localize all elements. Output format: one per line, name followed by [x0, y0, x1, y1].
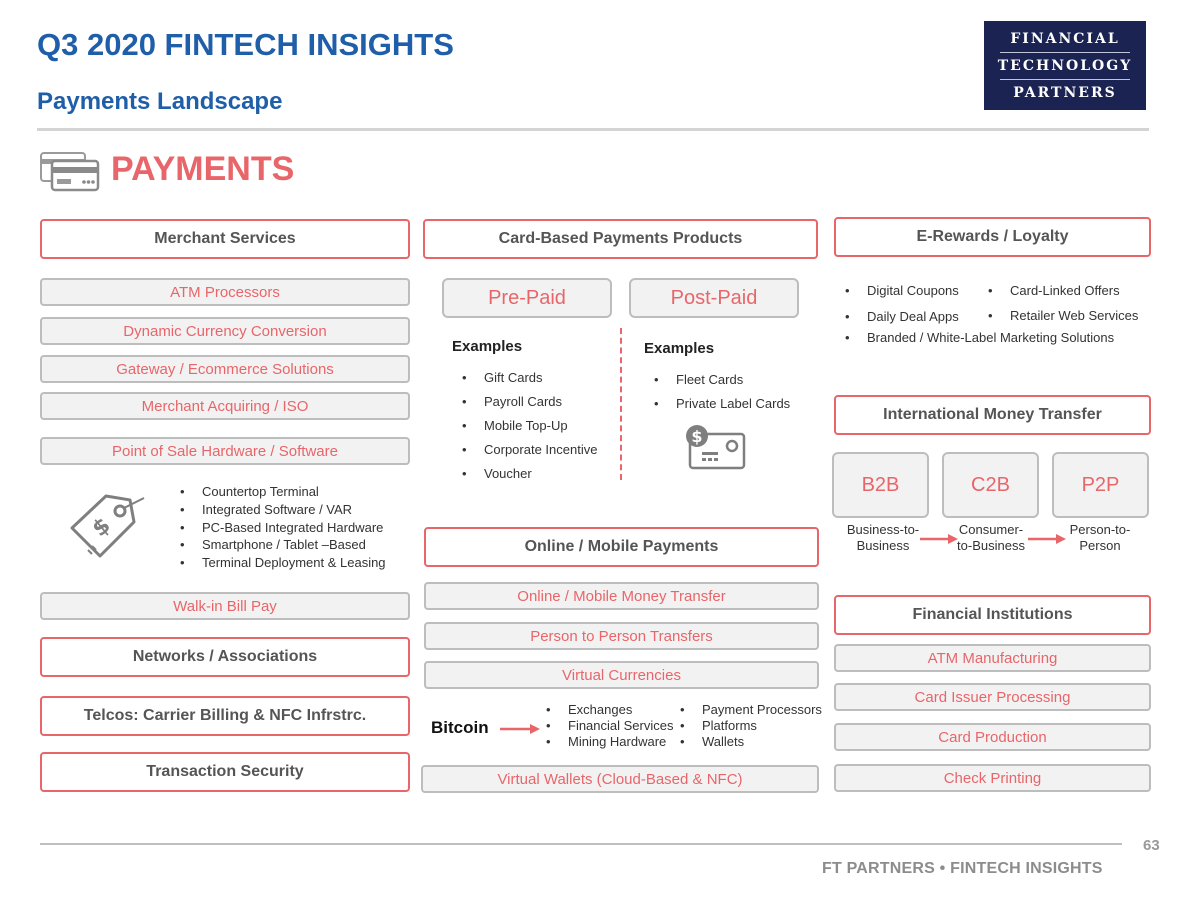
list-item: • Branded / White-Label Marketing Solutions [845, 330, 1114, 345]
list-item: • Voucher [462, 462, 597, 486]
erewards-header: E-Rewards / Loyalty [834, 217, 1151, 257]
prepaid-examples-list [462, 366, 597, 486]
gateway-ecommerce-box: Gateway / Ecommerce Solutions [40, 355, 410, 383]
bitcoin-arrow-icon [500, 724, 540, 734]
networks-associations-header: Networks / Associations [40, 637, 410, 677]
svg-text:$: $ [87, 513, 116, 543]
postpaid-examples-list [654, 368, 790, 416]
list-item: • Payment Processors [680, 702, 822, 718]
page-title: Q3 2020 FINTECH INSIGHTS [37, 27, 454, 62]
bitcoin-list-2 [680, 702, 822, 750]
list-item: • Mobile Top-Up [462, 414, 597, 438]
merchant-services-header: Merchant Services [40, 219, 410, 259]
prepaid-box: Pre-Paid [442, 278, 612, 318]
pos-hardware-software-box: Point of Sale Hardware / Software [40, 437, 410, 465]
b2b-box: B2B [832, 452, 929, 518]
online-mobile-header: Online / Mobile Payments [424, 527, 819, 567]
p2p-label: Person-to-Person [1069, 522, 1131, 553]
online-money-transfer-box: Online / Mobile Money Transfer [424, 582, 819, 610]
list-item: • Countertop Terminal [180, 483, 386, 501]
list-item: • Corporate Incentive [462, 438, 597, 462]
list-item: • Platforms [680, 718, 822, 734]
header-divider [37, 128, 1149, 131]
list-item: • Terminal Deployment & Leasing [180, 554, 386, 572]
erewards-list-3 [845, 330, 1114, 345]
erewards-list-2 [988, 278, 1138, 328]
dynamic-currency-conversion-box: Dynamic Currency Conversion [40, 317, 410, 345]
list-item: • PC-Based Integrated Hardware [180, 519, 386, 537]
walk-in-bill-pay-box: Walk-in Bill Pay [40, 592, 410, 620]
check-printing-box: Check Printing [834, 764, 1151, 792]
card-production-box: Card Production [834, 723, 1151, 751]
imt-arrow-icon-1 [920, 534, 958, 544]
financial-institutions-header: Financial Institutions [834, 595, 1151, 635]
postpaid-examples-label: Examples [644, 340, 715, 357]
p2p-transfers-box: Person to Person Transfers [424, 622, 819, 650]
list-item: • Daily Deal Apps [845, 304, 959, 330]
svg-text:$: $ [691, 427, 703, 446]
ft-partners-logo [984, 21, 1146, 110]
atm-processors-box: ATM Processors [40, 278, 410, 306]
list-item: • Financial Services [546, 718, 674, 734]
list-item: • Digital Coupons [845, 278, 959, 304]
list-item: • Fleet Cards [654, 368, 790, 392]
logo-line-2: TECHNOLOGY [997, 57, 1133, 74]
examples-divider [620, 328, 622, 480]
logo-line-1: FINANCIAL [1010, 30, 1120, 47]
card-based-header: Card-Based Payments Products [423, 219, 818, 259]
list-item: • Payroll Cards [462, 390, 597, 414]
list-item: • Gift Cards [462, 366, 597, 390]
page-subtitle: Payments Landscape [37, 88, 283, 115]
transaction-security-header: Transaction Security [40, 752, 410, 792]
p2p-box: P2P [1052, 452, 1149, 518]
list-item: • Retailer Web Services [988, 303, 1138, 328]
virtual-currencies-box: Virtual Currencies [424, 661, 819, 689]
credit-cards-icon [40, 152, 100, 192]
list-item: • Private Label Cards [654, 392, 790, 416]
postpaid-box: Post-Paid [629, 278, 799, 318]
section-title: PAYMENTS [111, 150, 295, 188]
c2b-label: Consumer-to-Business [957, 522, 1025, 553]
price-tag-icon [62, 488, 152, 566]
atm-manufacturing-box: ATM Manufacturing [834, 644, 1151, 672]
footer-divider [40, 843, 1122, 845]
virtual-wallets-box: Virtual Wallets (Cloud-Based & NFC) [421, 765, 819, 793]
list-item: • Integrated Software / VAR [180, 501, 386, 519]
logo-line-3: PARTNERS [1013, 84, 1117, 101]
page-number: 63 [1143, 837, 1160, 854]
imt-header: International Money Transfer [834, 395, 1151, 435]
c2b-box: C2B [942, 452, 1039, 518]
prepaid-examples-label: Examples [452, 338, 523, 355]
imt-arrow-icon-2 [1028, 534, 1066, 544]
card-issuer-processing-box: Card Issuer Processing [834, 683, 1151, 711]
list-item: • Wallets [680, 734, 822, 750]
list-item: • Mining Hardware [546, 734, 674, 750]
list-item: • Exchanges [546, 702, 674, 718]
b2b-label: Business-to-Business [846, 522, 920, 553]
erewards-list-1 [845, 278, 959, 330]
bitcoin-list-1 [546, 702, 674, 750]
list-item: • Smartphone / Tablet –Based [180, 536, 386, 554]
dollar-card-icon [684, 424, 746, 472]
bitcoin-label: Bitcoin [431, 718, 489, 737]
footer-text: FT PARTNERS • FINTECH INSIGHTS [822, 860, 1103, 877]
list-item: • Card-Linked Offers [988, 278, 1138, 303]
telcos-header: Telcos: Carrier Billing & NFC Infrstrc. [40, 696, 410, 736]
pos-bullet-list [180, 483, 386, 572]
merchant-acquiring-box: Merchant Acquiring / ISO [40, 392, 410, 420]
